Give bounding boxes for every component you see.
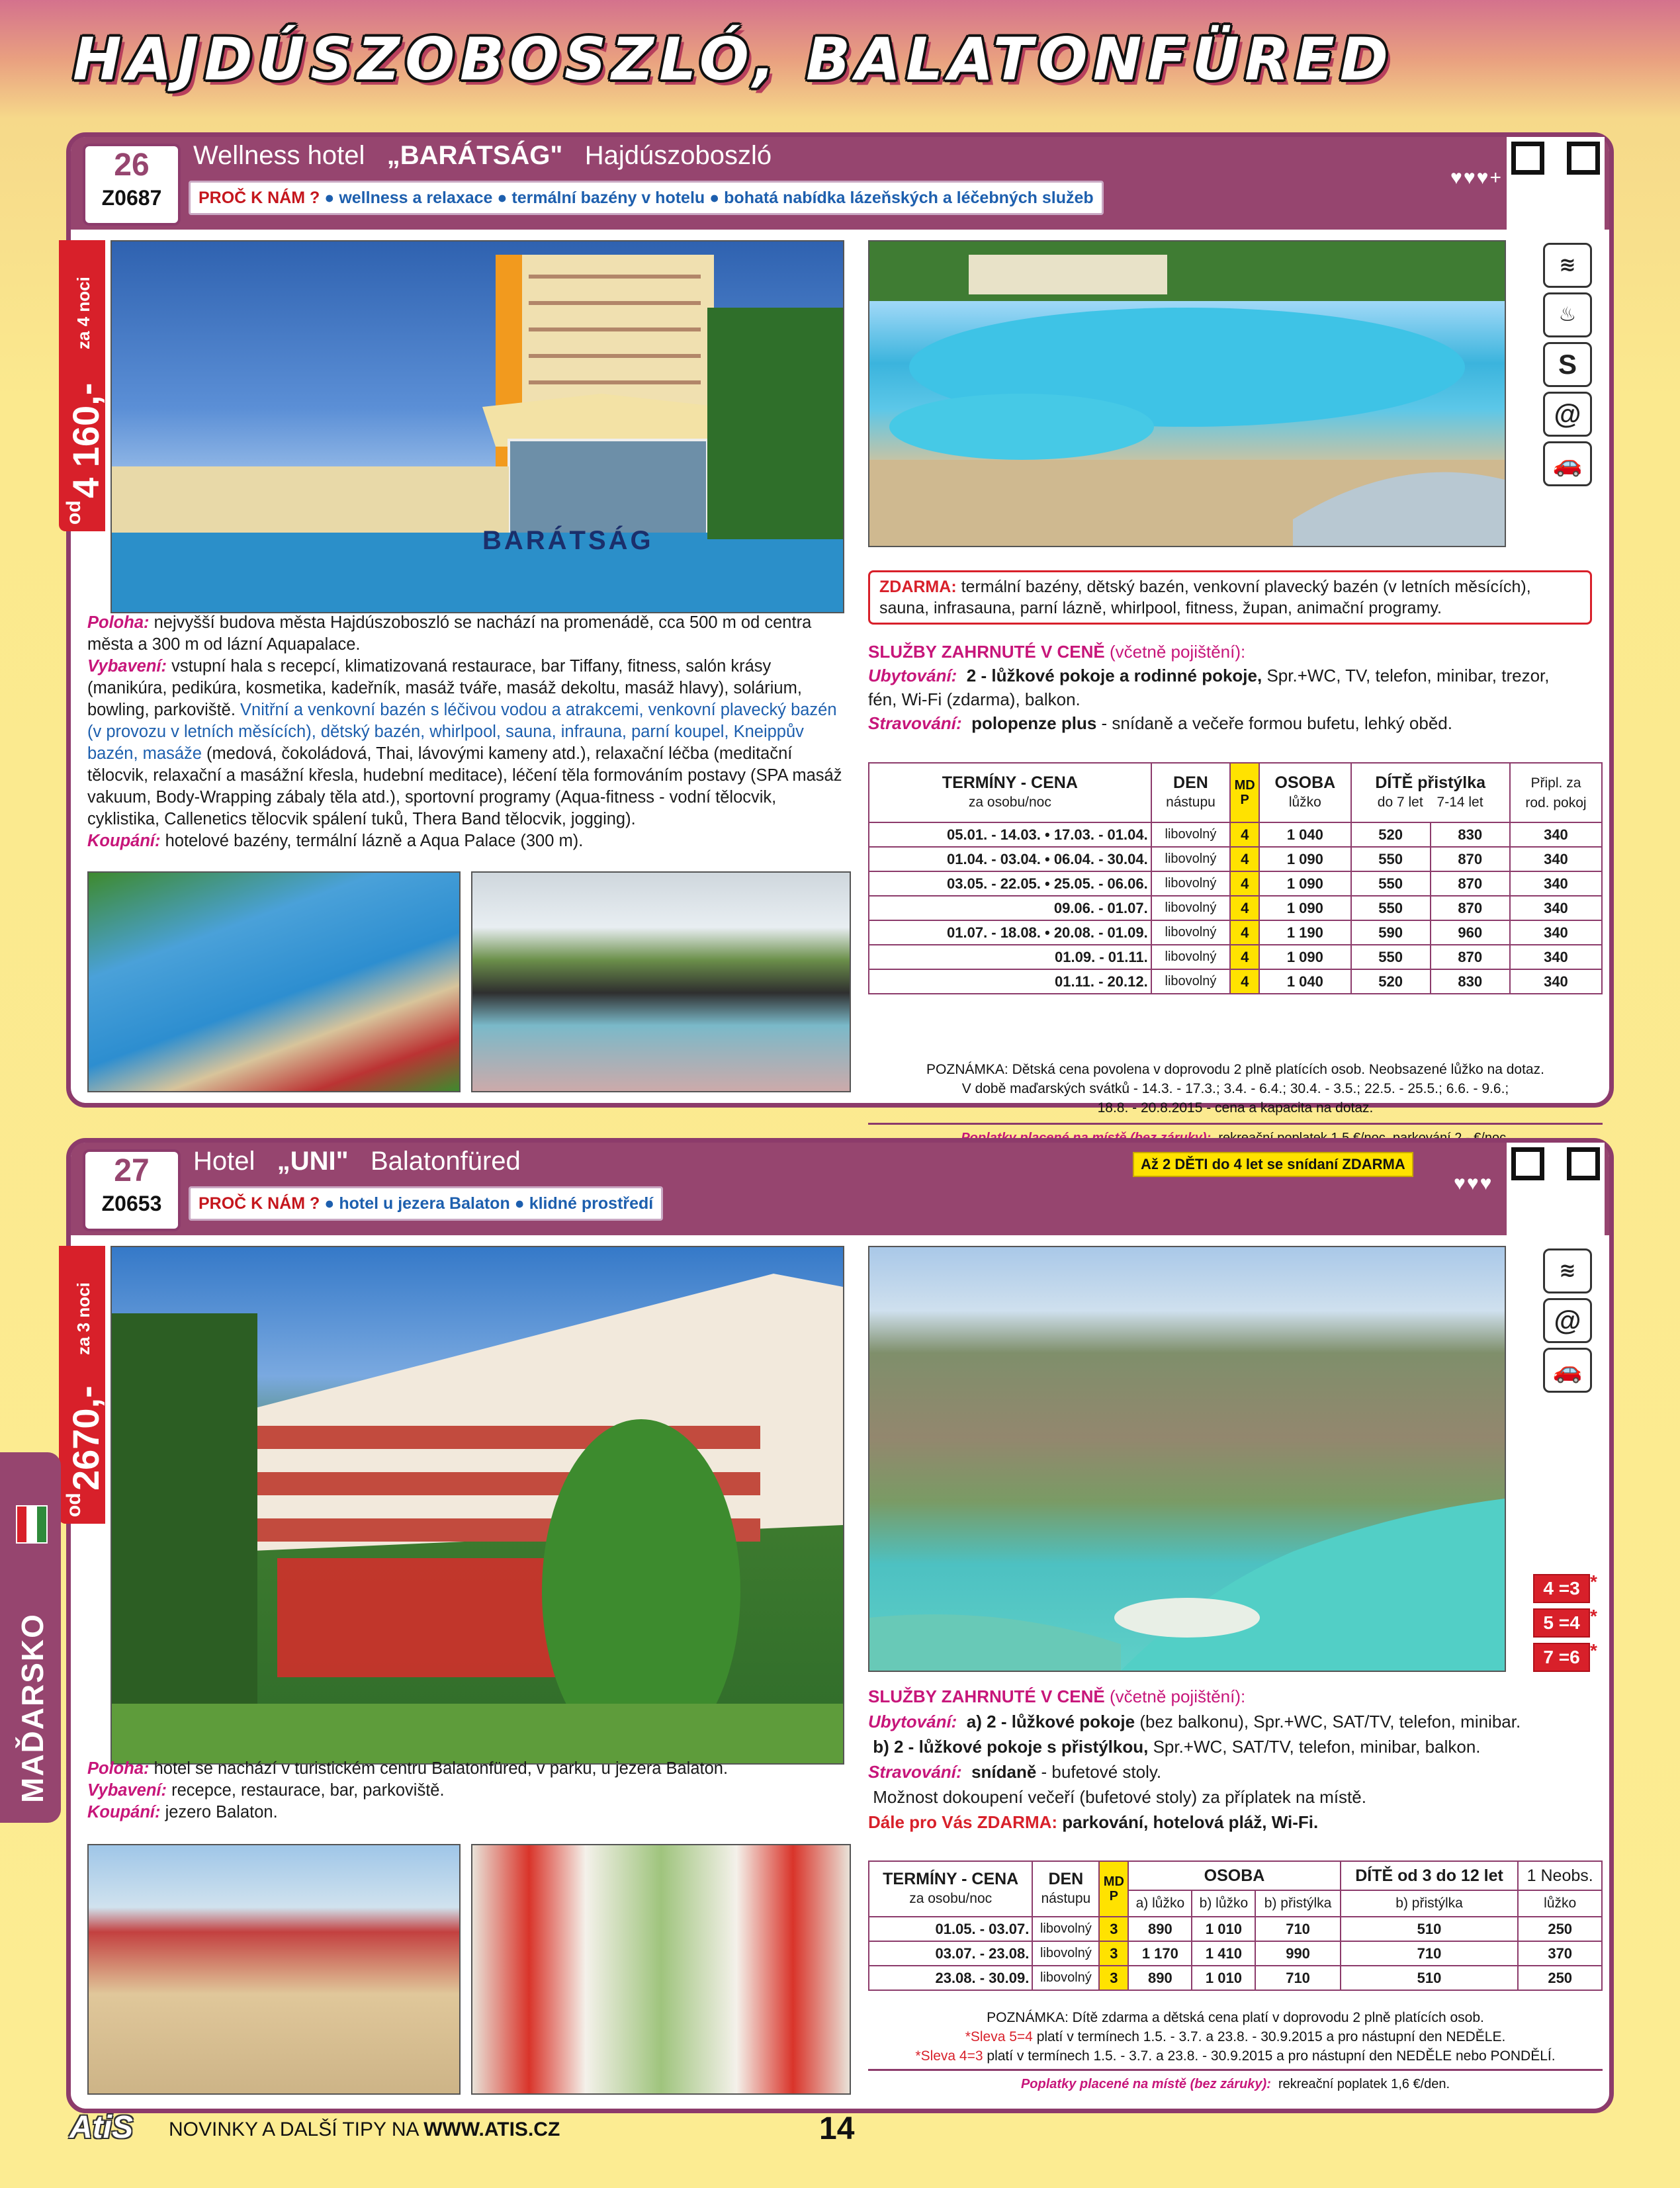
cell-child-7-14: 870: [1431, 945, 1510, 969]
hotel-city: Hajdúszoboszló: [584, 141, 772, 170]
cell-unoccupied: 370: [1518, 1941, 1602, 1966]
cell-extra-bed: 710: [1255, 1966, 1340, 1990]
th-term: TERMÍNY - CENA za osobu/noc: [869, 763, 1151, 822]
hotel-number-box: [83, 1149, 181, 1231]
th-dite-sub: b) přistýlka: [1341, 1890, 1519, 1917]
ubytovani-b-text: Spr.+WC, SAT/TV, telefon, minibar, balkon.: [1153, 1737, 1481, 1757]
swimming-icon: ≋: [1543, 243, 1592, 288]
hotel-photo-main: [111, 240, 844, 613]
cell-term: 05.01. - 14.03. • 17.03. - 01.04.: [869, 822, 1151, 847]
cell-mdp: 4: [1230, 896, 1259, 920]
ubytovani-b-bold: b) 2 - lůžkové pokoje s přistýlkou,: [873, 1737, 1149, 1757]
qr-code[interactable]: [1507, 1143, 1605, 1241]
price-nights: za 3 noci: [73, 1282, 93, 1355]
services-heading: SLUŽBY ZAHRNUTÉ V CENĚ: [868, 1686, 1105, 1706]
table-row: [869, 896, 1602, 920]
free-text: termální bazény, dětský bazén, venkovní plavecký bazén (v letních měsících), sauna, infrasauna, parní lázně, whirlpool, fitness, župan, animační programy.: [879, 578, 1531, 617]
hotel-sign: BARÁTSÁG: [482, 526, 654, 555]
rating-hearts: ♥♥♥+: [1450, 167, 1503, 189]
services-block: [868, 1684, 1596, 1835]
cell-den: libovolný: [1151, 871, 1230, 896]
th-mdp: MDP: [1230, 763, 1259, 822]
cell-osoba: 1 190: [1259, 920, 1350, 945]
table-row: [869, 1941, 1602, 1966]
why-us-bar: [189, 1186, 663, 1221]
price-table: [868, 762, 1603, 994]
fees-text: rekreační poplatek 1,6 €/den.: [1278, 2077, 1450, 2091]
hotel-photo-main: [111, 1246, 844, 1765]
th-mdp: MDP: [1099, 1861, 1128, 1917]
free-services-box: [868, 570, 1592, 625]
cell-mdp: 3: [1099, 1966, 1128, 1990]
stravovani-text-2: Možnost dokoupení večeří (bufetové stoly) za příplatek na místě.: [873, 1787, 1366, 1807]
cell-bed-a: 890: [1128, 1966, 1192, 1990]
cell-child-7-14: 830: [1431, 822, 1510, 847]
lake-aerial-photo: [868, 1246, 1506, 1672]
koupani-label: Koupání:: [87, 832, 161, 850]
cell-child-under-7: 590: [1351, 920, 1431, 945]
cell-bed-b: 1 010: [1192, 1966, 1255, 1990]
hotel-card-uni: [63, 1138, 1614, 2113]
thermal-bath-icon: ♨: [1543, 292, 1592, 337]
deal-4-for-3: 4 =3: [1533, 1574, 1590, 1603]
th-osoba-a: a) lůžko: [1128, 1890, 1192, 1917]
outdoor-pool-photo: [87, 871, 461, 1092]
poloha-label: Poloha:: [87, 613, 150, 632]
deal-7-for-6: 7 =6: [1533, 1643, 1590, 1672]
th-dite: DÍTĚ od 3 do 12 let: [1341, 1861, 1519, 1890]
ubytovani-label: Ubytování:: [868, 666, 957, 685]
deal-star: *: [1590, 1606, 1597, 1626]
cell-family-room: 340: [1510, 969, 1602, 994]
th-dite: DÍTĚ přistýlka do 7 let 7-14 let: [1351, 763, 1510, 822]
swimming-icon: ≋: [1543, 1248, 1592, 1293]
vybaveni-text: recepce, restaurace, bar, parkoviště.: [171, 1781, 445, 1800]
stravovani-bold: snídaně: [971, 1762, 1037, 1782]
vybaveni-label: Vybavení:: [87, 1781, 167, 1800]
cell-extra-bed: 710: [1255, 1917, 1340, 1941]
th-pripl: Připl. za rod. pokoj: [1510, 763, 1602, 822]
cell-child-7-14: 870: [1431, 871, 1510, 896]
cell-mdp: 4: [1230, 920, 1259, 945]
cell-family-room: 340: [1510, 945, 1602, 969]
cell-family-room: 340: [1510, 920, 1602, 945]
th-den: DEN nástupu: [1032, 1861, 1099, 1917]
cell-osoba: 1 040: [1259, 969, 1350, 994]
cell-bed-a: 890: [1128, 1917, 1192, 1941]
stravovani-bold: polopenze plus: [971, 713, 1097, 733]
free-label: ZDARMA:: [879, 578, 957, 596]
ubytovani-a-bold: a) 2 - lůžkové pokoje: [966, 1712, 1135, 1731]
cell-bed-b: 1 010: [1192, 1917, 1255, 1941]
cell-den: libovolný: [1032, 1917, 1099, 1941]
country-name: MAĎARSKO: [15, 1613, 50, 1803]
cell-term: 09.06. - 01.07.: [869, 896, 1151, 920]
price-value: 2670,-: [65, 1385, 107, 1491]
kids-free-badge: Až 2 DĚTI do 4 let se snídaní ZDARMA: [1133, 1152, 1413, 1177]
cell-den: libovolný: [1151, 920, 1230, 945]
cell-unoccupied: 250: [1518, 1966, 1602, 1990]
koupani-text: hotelové bazény, termální lázně a Aqua Palace (300 m).: [165, 832, 584, 850]
vybaveni-wellness: Vnitřní a venkovní bazén s léčivou vodou a atrakcemi, venkovní plavecký bazén (v provozu v letních měsících), dětský bazén, whirlpool, sauna, infrauna, parní koupel, Kneippův bazén, masáže: [87, 701, 837, 763]
why-us-items: ● wellness a relaxace ● termální bazény v hotelu ● bohatá nabídka lázeňských a léčebných služeb: [324, 189, 1094, 207]
table-note: [868, 1060, 1603, 1117]
hotel-type: Hotel: [193, 1147, 255, 1176]
stravovani-label: Stravování:: [868, 713, 962, 733]
hotel-type: Wellness hotel: [193, 141, 365, 170]
cell-child-under-7: 520: [1351, 969, 1431, 994]
cell-mdp: 4: [1230, 871, 1259, 896]
pool-photo-scene: [869, 241, 1505, 546]
cell-den: libovolný: [1032, 1941, 1099, 1966]
cell-term: 01.07. - 18.08. • 20.08. - 01.09.: [869, 920, 1151, 945]
price-table: [868, 1860, 1603, 1991]
services-sub: (včetně pojištění):: [1110, 1686, 1246, 1706]
cell-family-room: 340: [1510, 896, 1602, 920]
country-tab[interactable]: [0, 1452, 61, 1823]
price-table-body: [869, 1917, 1602, 1990]
cell-osoba: 1 040: [1259, 822, 1350, 847]
hungary-flag-icon: [16, 1505, 48, 1544]
cell-den: libovolný: [1032, 1966, 1099, 1990]
th-den: DEN nástupu: [1151, 763, 1230, 822]
poloha-text: hotel se nachází v turistickém centru Balatonfüred, v parku, u jezera Balaton.: [154, 1759, 729, 1778]
cell-osoba: 1 090: [1259, 847, 1350, 871]
cell-extra-bed: 990: [1255, 1941, 1340, 1966]
hotel-name[interactable]: [193, 1147, 521, 1176]
note-line-2: V době maďarských svátků - 14.3. - 17.3.; 3.4. - 6.4.; 30.4. - 3.5.; 22.5. - 25.5.; 6.6. - 9.6.;: [961, 1081, 1509, 1096]
cell-den: libovolný: [1151, 969, 1230, 994]
cell-osoba: 1 090: [1259, 945, 1350, 969]
cell-child-under-7: 550: [1351, 871, 1431, 896]
note-line-3: 18.8. - 20.8.2015 - cena a kapacita na dotaz.: [1097, 1100, 1374, 1116]
cell-term: 01.04. - 03.04. • 06.04. - 30.04.: [869, 847, 1151, 871]
hotel-photo-scene: [112, 1247, 843, 1763]
hotel-title: „BARÁTSÁG": [386, 141, 563, 170]
why-us-label: PROČ K NÁM ?: [199, 1194, 320, 1213]
car-parking-icon: 🚗: [1543, 441, 1592, 486]
table-row: [869, 1966, 1602, 1990]
note-line-3: *Sleva 4=3 platí v termínech 1.5. - 3.7. a 23.8. - 30.9.2015 a pro nástupní den NEDĚLE nebo PONDĚLÍ.: [915, 2048, 1556, 2064]
page-number: 14: [819, 2111, 855, 2146]
vybaveni-label: Vybavení:: [87, 657, 167, 676]
th-neobs: 1 Neobs.: [1518, 1861, 1602, 1890]
cell-child-7-14: 960: [1431, 920, 1510, 945]
extra-free-text: parkování, hotelová pláž, Wi-Fi.: [1062, 1812, 1319, 1832]
cell-child: 510: [1341, 1966, 1519, 1990]
cell-child-under-7: 520: [1351, 822, 1431, 847]
ubytovani-text: Spr.+WC, TV, telefon, minibar, trezor, fén, Wi-Fi (zdarma), balkon.: [868, 666, 1550, 709]
price-from: od: [63, 500, 85, 525]
price-nights: za 4 noci: [73, 277, 93, 349]
qr-code[interactable]: [1507, 137, 1605, 235]
stravovani-label: Stravování:: [868, 1762, 962, 1782]
ubytovani-bold: 2 - lůžkové pokoje a rodinné pokoje,: [966, 666, 1262, 685]
table-row: [869, 969, 1602, 994]
footer-url[interactable]: WWW.ATIS.CZ: [423, 2119, 560, 2140]
cell-child-under-7: 550: [1351, 847, 1431, 871]
cell-family-room: 340: [1510, 847, 1602, 871]
room-photo: [471, 1844, 851, 2095]
ubytovani-label: Ubytování:: [868, 1712, 957, 1731]
ubytovani-a-text: (bez balkonu), Spr.+WC, SAT/TV, telefon, minibar.: [1139, 1712, 1521, 1731]
why-us-bar: [189, 181, 1104, 215]
local-fees: [868, 2069, 1603, 2099]
cell-child: 710: [1341, 1941, 1519, 1966]
vybaveni-text-2: (medová, čokoládová, Thai, lávovými kameny atd.), relaxační léčba (meditační tělocvik, relaxační a masážní křesla, hudební meditace), léčení těla formováním postavy (SPA masáž vakuum, Body-Wrapping zábaly těla atd.), sportovní programy (Aqua-fitness - vodní tělocvik, cyklistika, Callenetics tělocvik spálení tuků, Thera Band tělocvik, jogging).: [87, 744, 842, 828]
cell-child-7-14: 830: [1431, 969, 1510, 994]
hotel-number: 27: [114, 1153, 150, 1188]
cell-term: 03.07. - 23.08.: [869, 1941, 1032, 1966]
wifi-at-icon: @: [1543, 392, 1592, 437]
cell-child: 510: [1341, 1917, 1519, 1941]
cell-den: libovolný: [1151, 896, 1230, 920]
cell-family-room: 340: [1510, 822, 1602, 847]
cell-unoccupied: 250: [1518, 1917, 1602, 1941]
indoor-pool-photo: [471, 871, 851, 1092]
table-row: [869, 945, 1602, 969]
cell-term: 23.08. - 30.09.: [869, 1966, 1032, 1990]
stravovani-text: - bufetové stoly.: [1041, 1762, 1162, 1782]
th-term: TERMÍNY - CENA za osobu/noc: [869, 1861, 1032, 1917]
koupani-label: Koupání:: [87, 1803, 161, 1821]
th-osoba: OSOBA lůžko: [1259, 763, 1350, 822]
hotel-description: [87, 1758, 845, 1823]
car-parking-icon: 🚗: [1543, 1348, 1592, 1393]
sauna-icon: S: [1543, 342, 1592, 387]
cell-mdp: 4: [1230, 945, 1259, 969]
table-note: [868, 2008, 1603, 2066]
hotel-number-box: [83, 144, 181, 226]
pool-photo: [868, 240, 1506, 547]
deal-star: *: [1590, 1640, 1597, 1661]
hotel-number: 26: [114, 148, 150, 183]
cell-term: 01.09. - 01.11.: [869, 945, 1151, 969]
cell-term: 03.05. - 22.05. • 25.05. - 06.06.: [869, 871, 1151, 896]
services-sub: (včetně pojištění):: [1110, 642, 1246, 662]
poloha-label: Poloha:: [87, 1759, 150, 1778]
hotel-code: Z0687: [101, 186, 162, 210]
poloha-text: nejvyšší budova města Hajdúszoboszló se nachází na promenádě, cca 500 m od centra města a 300 m od lázní Aquapalace.: [87, 613, 812, 654]
note-line-1: POZNÁMKA: Dítě zdarma a dětská cena platí v doprovodu 2 plně platících osob.: [987, 2010, 1484, 2025]
cell-den: libovolný: [1151, 847, 1230, 871]
th-osoba-c: b) přistýlka: [1255, 1890, 1340, 1917]
footer-text: NOVINKY A DALŠÍ TIPY NA: [169, 2119, 418, 2140]
wifi-at-icon: @: [1543, 1298, 1592, 1343]
cell-mdp: 4: [1230, 969, 1259, 994]
deal-5-for-4: 5 =4: [1533, 1608, 1590, 1638]
cell-den: libovolný: [1151, 945, 1230, 969]
table-row: [869, 920, 1602, 945]
cell-term: 01.11. - 20.12.: [869, 969, 1151, 994]
page-title: HAJDÚSZOBOSZLÓ, BALATONFÜRED: [73, 25, 1393, 93]
cell-mdp: 4: [1230, 847, 1259, 871]
cell-child-under-7: 550: [1351, 945, 1431, 969]
hotel-card-barátság: [63, 132, 1614, 1116]
note-line-2: *Sleva 5=4 platí v termínech 1.5. - 3.7. a 23.8. - 30.9.2015 a pro nástupní den NEDĚLE.: [965, 2029, 1506, 2044]
cell-family-room: 340: [1510, 871, 1602, 896]
note-line-1: POZNÁMKA: Dětská cena povolena v doprovodu 2 plně platících osob. Neobsazené lůžko na dotaz.: [926, 1062, 1544, 1077]
footer-promo: [169, 2119, 560, 2141]
extra-free-label: Dále pro Vás ZDARMA:: [868, 1812, 1058, 1832]
cell-osoba: 1 090: [1259, 896, 1350, 920]
price-tab: [59, 1246, 105, 1524]
th-neobs-sub: lůžko: [1518, 1890, 1602, 1917]
cell-osoba: 1 090: [1259, 871, 1350, 896]
cell-bed-a: 1 170: [1128, 1941, 1192, 1966]
rating-hearts: ♥♥♥: [1454, 1172, 1493, 1194]
cell-child-under-7: 550: [1351, 896, 1431, 920]
cell-child-7-14: 870: [1431, 896, 1510, 920]
price-table-body: [869, 822, 1602, 994]
lake-photo-scene: [869, 1247, 1505, 1671]
koupani-text: jezero Balaton.: [165, 1803, 278, 1821]
hotel-description: [87, 612, 845, 852]
hotel-name[interactable]: [193, 141, 772, 171]
deal-star: *: [1590, 1571, 1597, 1592]
th-osoba: OSOBA: [1128, 1861, 1340, 1890]
cell-mdp: 3: [1099, 1917, 1128, 1941]
stravovani-text: - snídaně a večeře formou bufetu, lehký oběd.: [1101, 713, 1452, 733]
cell-child-7-14: 870: [1431, 847, 1510, 871]
table-row: [869, 847, 1602, 871]
th-osoba-b: b) lůžko: [1192, 1890, 1255, 1917]
services-block: [868, 640, 1576, 735]
table-row: [869, 871, 1602, 896]
cell-den: libovolný: [1151, 822, 1230, 847]
beach-photo: [87, 1844, 461, 2095]
price-value: 4 160,-: [65, 382, 107, 498]
price-tab: [59, 240, 105, 531]
price-from: od: [63, 1493, 85, 1517]
vybaveni-text: vstupní hala s recepcí, klimatizovaná restaurace, bar Tiffany, fitness, salón krásy (manikúra, pedikúra, kosmetika, kadeřník, masáž tváře, masáž dekoltu, masáž hlavy), solárium, bowling, parkoviště.: [87, 657, 802, 719]
brand-logo: AtiS: [69, 2110, 133, 2145]
services-heading: SLUŽBY ZAHRNUTÉ V CENĚ: [868, 642, 1105, 662]
cell-mdp: 4: [1230, 822, 1259, 847]
table-row: [869, 822, 1602, 847]
hotel-title: „UNI": [277, 1147, 349, 1176]
hotel-photo-scene: [112, 241, 843, 612]
why-us-items: ● hotel u jezera Balaton ● klidné prostředí: [324, 1194, 654, 1213]
cell-mdp: 3: [1099, 1941, 1128, 1966]
cell-term: 01.05. - 03.07.: [869, 1917, 1032, 1941]
fees-label: Poplatky placené na místě (bez záruky):: [1020, 2077, 1271, 2091]
cell-bed-b: 1 410: [1192, 1941, 1255, 1966]
why-us-label: PROČ K NÁM ?: [199, 189, 320, 207]
table-row: [869, 1917, 1602, 1941]
hotel-code: Z0653: [101, 1192, 162, 1215]
hotel-city: Balatonfüred: [370, 1147, 521, 1176]
